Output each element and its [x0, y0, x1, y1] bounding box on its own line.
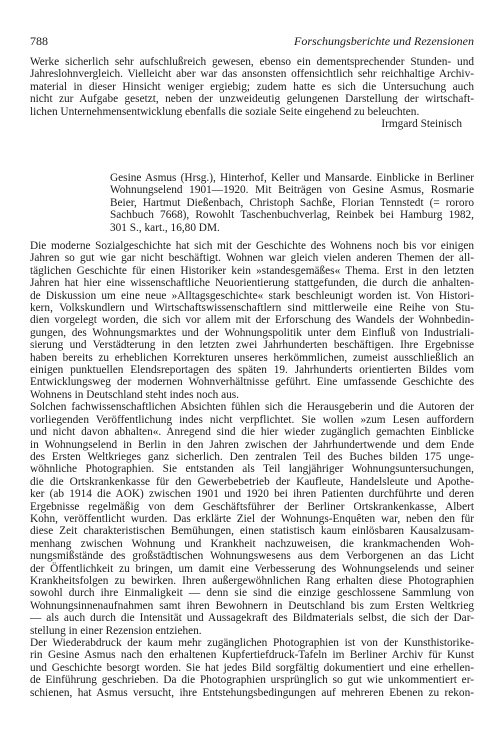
text-line: nicht zur Aufgabe gesetzt, neben der unzweideutig gelungenen Darstellung der wirtschaft- [30, 93, 474, 106]
text-line: einigen punktuellen Elendsreportagen des späten 19. Jahrhunderts orientierten Bildes vom [30, 364, 474, 377]
page-header [30, 34, 474, 48]
text-line: Die moderne Sozialgeschichte hat sich mit der Geschichte des Wohnens noch bis vor einigen [30, 240, 474, 252]
text-line: Wohnungsinnenaufnahmen samt ihren Bewohnern in Deutschland bis zum Ersten Weltkrieg [30, 599, 474, 612]
text-line: in Wohnungselend in Berlin in den Jahren zwischen der Jahrhundertwende und dem Ende [30, 438, 474, 451]
text-line: täglichen Geschichte für einen Historiker kein »standesgemäßes« Thema. Erst in den letzten [30, 264, 474, 277]
bib-line: Sachbuch 7668), Rowohlt Taschenbuchverlag, Reinbek bei Hamburg 1982, [110, 209, 474, 222]
text-line: sowohl durch ihre Einmaligkeit — denn sie sind die einzige geschlossene Sammlung von [30, 587, 474, 600]
text-line: stellung in einer Rezension entziehen. [30, 624, 202, 637]
bib-line: Gesine Asmus (Hrsg.), Hinterhof, Keller und Mansarde. Einblicke in Berliner [110, 172, 474, 184]
text-line: dien vorgelegt worden, die sich vor allem mit der Erforschung des Wandels der Wohnbedin- [30, 314, 474, 327]
text-line: Jahreslohnvergleich. Vielleicht aber war das ansonsten offensichtlich sehr reichhaltige Archiv- [30, 68, 474, 81]
text-line: — als auch durch die Intensität und Aussagekraft des Bildmaterials selbst, die sich der Dar- [30, 612, 474, 625]
body-paragraph-3 [30, 637, 474, 699]
text-line: vorliegenden Veröffentlichung indes nicht verpflichtet. Sie wollen »zum Lesen auffordern [30, 413, 474, 426]
text-line: der Öffentlichkeit zu bringen, um damit eine Verbesserung des Wohnungselends und seiner [30, 562, 474, 575]
previous-review-paragraph [30, 56, 474, 118]
text-line: kern, Volkskundlern und Wirtschaftswissenschaftlern sind mittlerweile eine Reihe von Stu- [30, 302, 474, 315]
page-number: 788 [30, 34, 48, 48]
text-line: Solchen fachwissenschaftlichen Absichten fühlen sich die Herausgeberin und die Autoren der [30, 401, 474, 414]
text-line: de Diskussion um eine neue »Alltagsgeschichte« stark beschleunigt worden ist. Von Histori- [30, 289, 474, 302]
text-line: die die Ortskrankenkasse für den Gewerbebetrieb der Kaufleute, Handelsleute und Apothe- [30, 475, 474, 488]
text-line: diese Zeit charakteristischen Bemühungen, einen statistisch kaum einlösbaren Kausalzusam- [30, 525, 474, 538]
review-author: Irmgard Steinisch [381, 118, 462, 131]
body-paragraph-1 [30, 240, 474, 401]
review-body [30, 240, 474, 699]
body-paragraph-2 [30, 401, 474, 637]
text-line: Kohn, veröffentlicht wurden. Das erklärte Ziel der Wohnungs-Enquêten war, neben den für [30, 512, 474, 525]
text-line: gungen, des Wohnungsmarktes und der Wohnungspolitik unter dem Einfluß von Industriali- [30, 326, 474, 339]
previous-review-ending [30, 56, 474, 130]
text-line: des Ersten Weltkrieges ganz sicherlich. Den zentralen Teil des Buches bilden 175 unge- [30, 450, 474, 463]
text-line: rin Gesine Asmus nach den erhaltenen Kupfertiefdruck-Tafeln im Berliner Archiv für Kunst [30, 649, 474, 662]
text-line: lichen Unternehmensentwicklung ebenfalls die soziale Seite eingehend zu beleuchten. [30, 105, 420, 118]
text-line: schienen, hat Asmus versucht, ihre Entstehungsbedingungen auf mehreren Ebenen zu rekon- [30, 686, 474, 699]
text-line: nungsmißstände des großstädtischen Wohnungswesens aus dem Verborgenen an das Licht [30, 550, 474, 563]
text-line: sierung und Verstädterung in den letzten zwei Jahrhunderten beschäftigen. Ihre Ergebnisse [30, 339, 474, 352]
text-line: Jahren hat hier eine wissenschaftliche Neuorientierung stattgefunden, die durch die anhalten- [30, 277, 474, 290]
bibliographic-paragraph [110, 172, 474, 234]
bibliographic-entry [110, 172, 474, 234]
text-line: Entwicklungsweg der modernen Wohnverhältnisse geführt. Eine umfassende Geschichte des [30, 376, 474, 389]
text-line: de Einführung geschrieben. Da die Photographien ursprünglich so gut wie unkommentiert er- [30, 674, 474, 687]
text-line: Werke sicherlich sehr aufschlußreich gewesen, ebenso ein dementsprechender Stunden- und [30, 56, 474, 68]
bib-line: 301 S., kart., 16,80 DM. [110, 221, 220, 234]
text-line: menhang zwischen Wohnung und Krankheit nachzuweisen, die krankmachenden Woh- [30, 537, 474, 550]
text-line: Wohnens in Deutschland steht indes noch aus. [30, 388, 239, 401]
text-line: haben bereits zu erheblichen Korrekturen unseres herkömmlichen, zumeist ausschließlich an [30, 351, 474, 364]
bib-line: Wohnungselend 1901—1920. Mit Beiträgen von Gesine Asmus, Rosmarie [110, 184, 474, 197]
running-head: Forschungsberichte und Rezensionen [294, 34, 474, 48]
text-line: Der Wiederabdruck der kaum mehr zugänglichen Photographien ist von der Kunsthistorike- [30, 637, 474, 649]
text-line: wöhnliche Photographien. Sie entstanden als Teil langjähriger Wohnungsuntersuchungen, [30, 463, 474, 476]
text-line: ker (ab 1914 die AOK) zwischen 1901 und 1920 bei ihren Patienten durchführte und deren [30, 488, 474, 501]
bib-line: Beier, Hartmut Dießenbach, Christoph Sachße, Florian Tennstedt (= rororo [110, 196, 474, 209]
text-line: Krankheitsfolgen zu bewirken. Ihren außergewöhnlichen Rang erhalten diese Photographien [30, 574, 474, 587]
text-line: Ergebnisse regelmäßig von dem Geschäftsführer der Berliner Ortskrankenkasse, Albert [30, 500, 474, 513]
text-line: und nicht davon abhalten«. Anregend sind die hier wieder zugänglich gemachten Einblicke [30, 426, 474, 439]
text-line: Jahren so gut wie gar nicht beschäftigt. Wohnen war gleich vielen anderen Themen der all- [30, 252, 474, 265]
text-line: und Geschichte besorgt worden. Sie hat jedes Bild sorgfältig dokumentiert und eine erhellen- [30, 661, 474, 674]
text-line: material in dieser Hinsicht weniger ergiebig; zudem hatte es sich die Untersuchung auch [30, 80, 474, 93]
